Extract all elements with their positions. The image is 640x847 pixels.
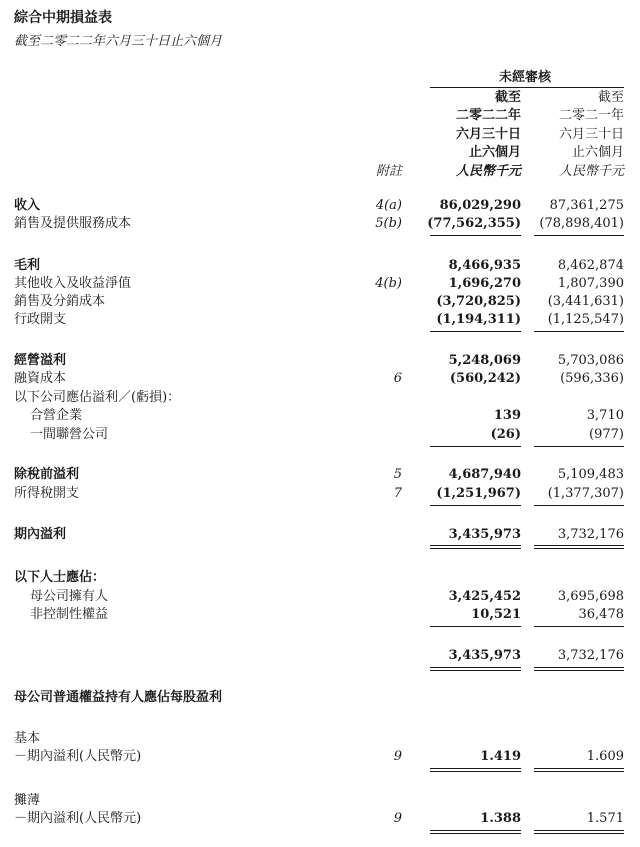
row-label: 期內溢利 — [14, 527, 67, 542]
row-label: 一間聯營公司 — [30, 427, 109, 442]
subtotal-rule — [534, 446, 624, 447]
subtotal-rule — [430, 331, 521, 332]
prior-period-header-line: 六月三十日 — [558, 127, 624, 142]
row-label: 銷售及分銷成本 — [14, 294, 106, 309]
row-note: 9 — [393, 811, 402, 826]
prior-period-header-line: 截至 — [597, 90, 624, 105]
row-current-value: 139 — [493, 408, 521, 423]
row-label: 合營企業 — [30, 408, 83, 423]
double-total-rule — [430, 771, 521, 772]
row-prior-value: (3,441,631) — [547, 294, 624, 309]
row-current-value: 5,248,069 — [448, 353, 521, 368]
row-prior-value: 87,361,275 — [549, 198, 624, 213]
current-period-header-line: 人民幣千元 — [455, 164, 521, 179]
row-label: 非控制性權益 — [30, 607, 109, 622]
double-total-rule — [430, 833, 521, 834]
double-total-rule — [534, 545, 624, 546]
row-label: 其他收入及收益淨值 — [14, 276, 132, 291]
row-prior-value: (78,898,401) — [539, 216, 624, 231]
row-note: 5(b) — [375, 216, 402, 231]
current-period-header-line: 止六個月 — [468, 145, 521, 160]
row-note: 4(a) — [375, 198, 402, 213]
row-note: 5 — [393, 467, 402, 482]
row-prior-value: (977) — [589, 427, 624, 442]
row-label: －期內溢利(人民幣元) — [14, 749, 142, 764]
row-label: 以下公司應佔溢利／(虧損)： — [14, 390, 181, 405]
double-total-rule — [534, 768, 624, 769]
row-current-value: 3,435,973 — [448, 527, 521, 542]
row-label: 攤薄 — [14, 793, 41, 808]
row-label: 母公司擁有人 — [30, 589, 109, 604]
row-note: 9 — [393, 749, 402, 764]
note-column-header: 附註 — [375, 164, 402, 179]
double-total-rule — [430, 545, 521, 546]
row-label: 毛利 — [14, 258, 41, 273]
row-current-value: (3,720,825) — [436, 294, 521, 309]
row-prior-value: 3,710 — [586, 408, 624, 423]
row-label: 經營溢利 — [14, 353, 67, 368]
row-label: 收入 — [14, 198, 41, 213]
row-current-value: 1.388 — [480, 811, 521, 826]
statement-subtitle: 截至二零二二年六月三十日止六個月 — [14, 34, 223, 49]
subtotal-rule — [534, 505, 624, 506]
row-note: 4(b) — [375, 276, 402, 291]
row-prior-value: 8,462,874 — [557, 258, 624, 273]
row-current-value: (1,251,967) — [436, 486, 521, 501]
row-prior-value: 3,732,176 — [557, 648, 624, 663]
row-prior-value: (1,125,547) — [547, 312, 624, 327]
current-period-header-line: 六月三十日 — [455, 127, 521, 142]
row-current-value: 1.419 — [480, 749, 521, 764]
subtotal-rule — [430, 235, 521, 236]
row-label: 母公司普通權益持有人應佔每股盈利 — [14, 690, 223, 705]
double-total-rule — [430, 670, 521, 671]
row-current-value: 86,029,290 — [439, 198, 521, 213]
subtotal-rule — [534, 331, 624, 332]
row-note: 7 — [393, 486, 402, 501]
statement-title: 綜合中期損益表 — [14, 10, 112, 26]
row-current-value: 3,425,452 — [448, 589, 521, 604]
prior-period-header-line: 止六個月 — [571, 145, 624, 160]
subtotal-rule — [430, 505, 521, 506]
subtotal-rule — [534, 235, 624, 236]
row-prior-value: (596,336) — [560, 371, 624, 386]
row-prior-value: 1.609 — [586, 749, 624, 764]
row-current-value: (26) — [490, 427, 521, 442]
double-total-rule — [430, 548, 521, 549]
subtotal-rule — [534, 626, 624, 627]
double-total-rule — [534, 830, 624, 831]
double-total-rule — [534, 548, 624, 549]
double-total-rule — [534, 771, 624, 772]
row-current-value: (560,242) — [449, 371, 521, 386]
double-total-rule — [430, 768, 521, 769]
row-current-value: 4,687,940 — [448, 467, 521, 482]
row-label: 行政開支 — [14, 312, 67, 327]
row-prior-value: (1,377,307) — [547, 486, 624, 501]
current-period-header-line: 二零二二年 — [455, 108, 521, 123]
row-current-value: 1,696,270 — [448, 276, 521, 291]
row-prior-value: 3,732,176 — [557, 527, 624, 542]
prior-period-header-line: 人民幣千元 — [558, 164, 624, 179]
row-label: 銷售及提供服務成本 — [14, 216, 132, 231]
row-current-value: (77,562,355) — [427, 216, 521, 231]
row-current-value: (1,194,311) — [436, 312, 521, 327]
row-label: 基本 — [14, 731, 41, 746]
current-period-header-line: 截至 — [494, 90, 521, 105]
header-rule — [430, 87, 624, 88]
subtotal-rule — [430, 446, 521, 447]
row-prior-value: 3,695,698 — [557, 589, 624, 604]
row-current-value: 10,521 — [471, 607, 521, 622]
prior-period-header-line: 二零二一年 — [558, 108, 624, 123]
row-label: 融資成本 — [14, 371, 67, 386]
row-prior-value: 1,807,390 — [557, 276, 624, 291]
row-note: 6 — [393, 371, 402, 386]
unaudited-header: 未經審核 — [498, 70, 551, 85]
row-prior-value: 5,703,086 — [557, 353, 624, 368]
double-total-rule — [534, 670, 624, 671]
double-total-rule — [430, 667, 521, 668]
row-label: 除稅前溢利 — [14, 467, 80, 482]
row-prior-value: 1.571 — [586, 811, 624, 826]
row-label: 所得稅開支 — [14, 486, 80, 501]
row-prior-value: 36,478 — [578, 607, 624, 622]
subtotal-rule — [430, 626, 521, 627]
double-total-rule — [534, 667, 624, 668]
row-current-value: 8,466,935 — [448, 258, 521, 273]
row-prior-value: 5,109,483 — [557, 467, 624, 482]
row-label: －期內溢利(人民幣元) — [14, 811, 142, 826]
double-total-rule — [534, 833, 624, 834]
double-total-rule — [430, 830, 521, 831]
row-label: 以下人士應佔： — [14, 570, 106, 585]
row-current-value: 3,435,973 — [448, 648, 521, 663]
